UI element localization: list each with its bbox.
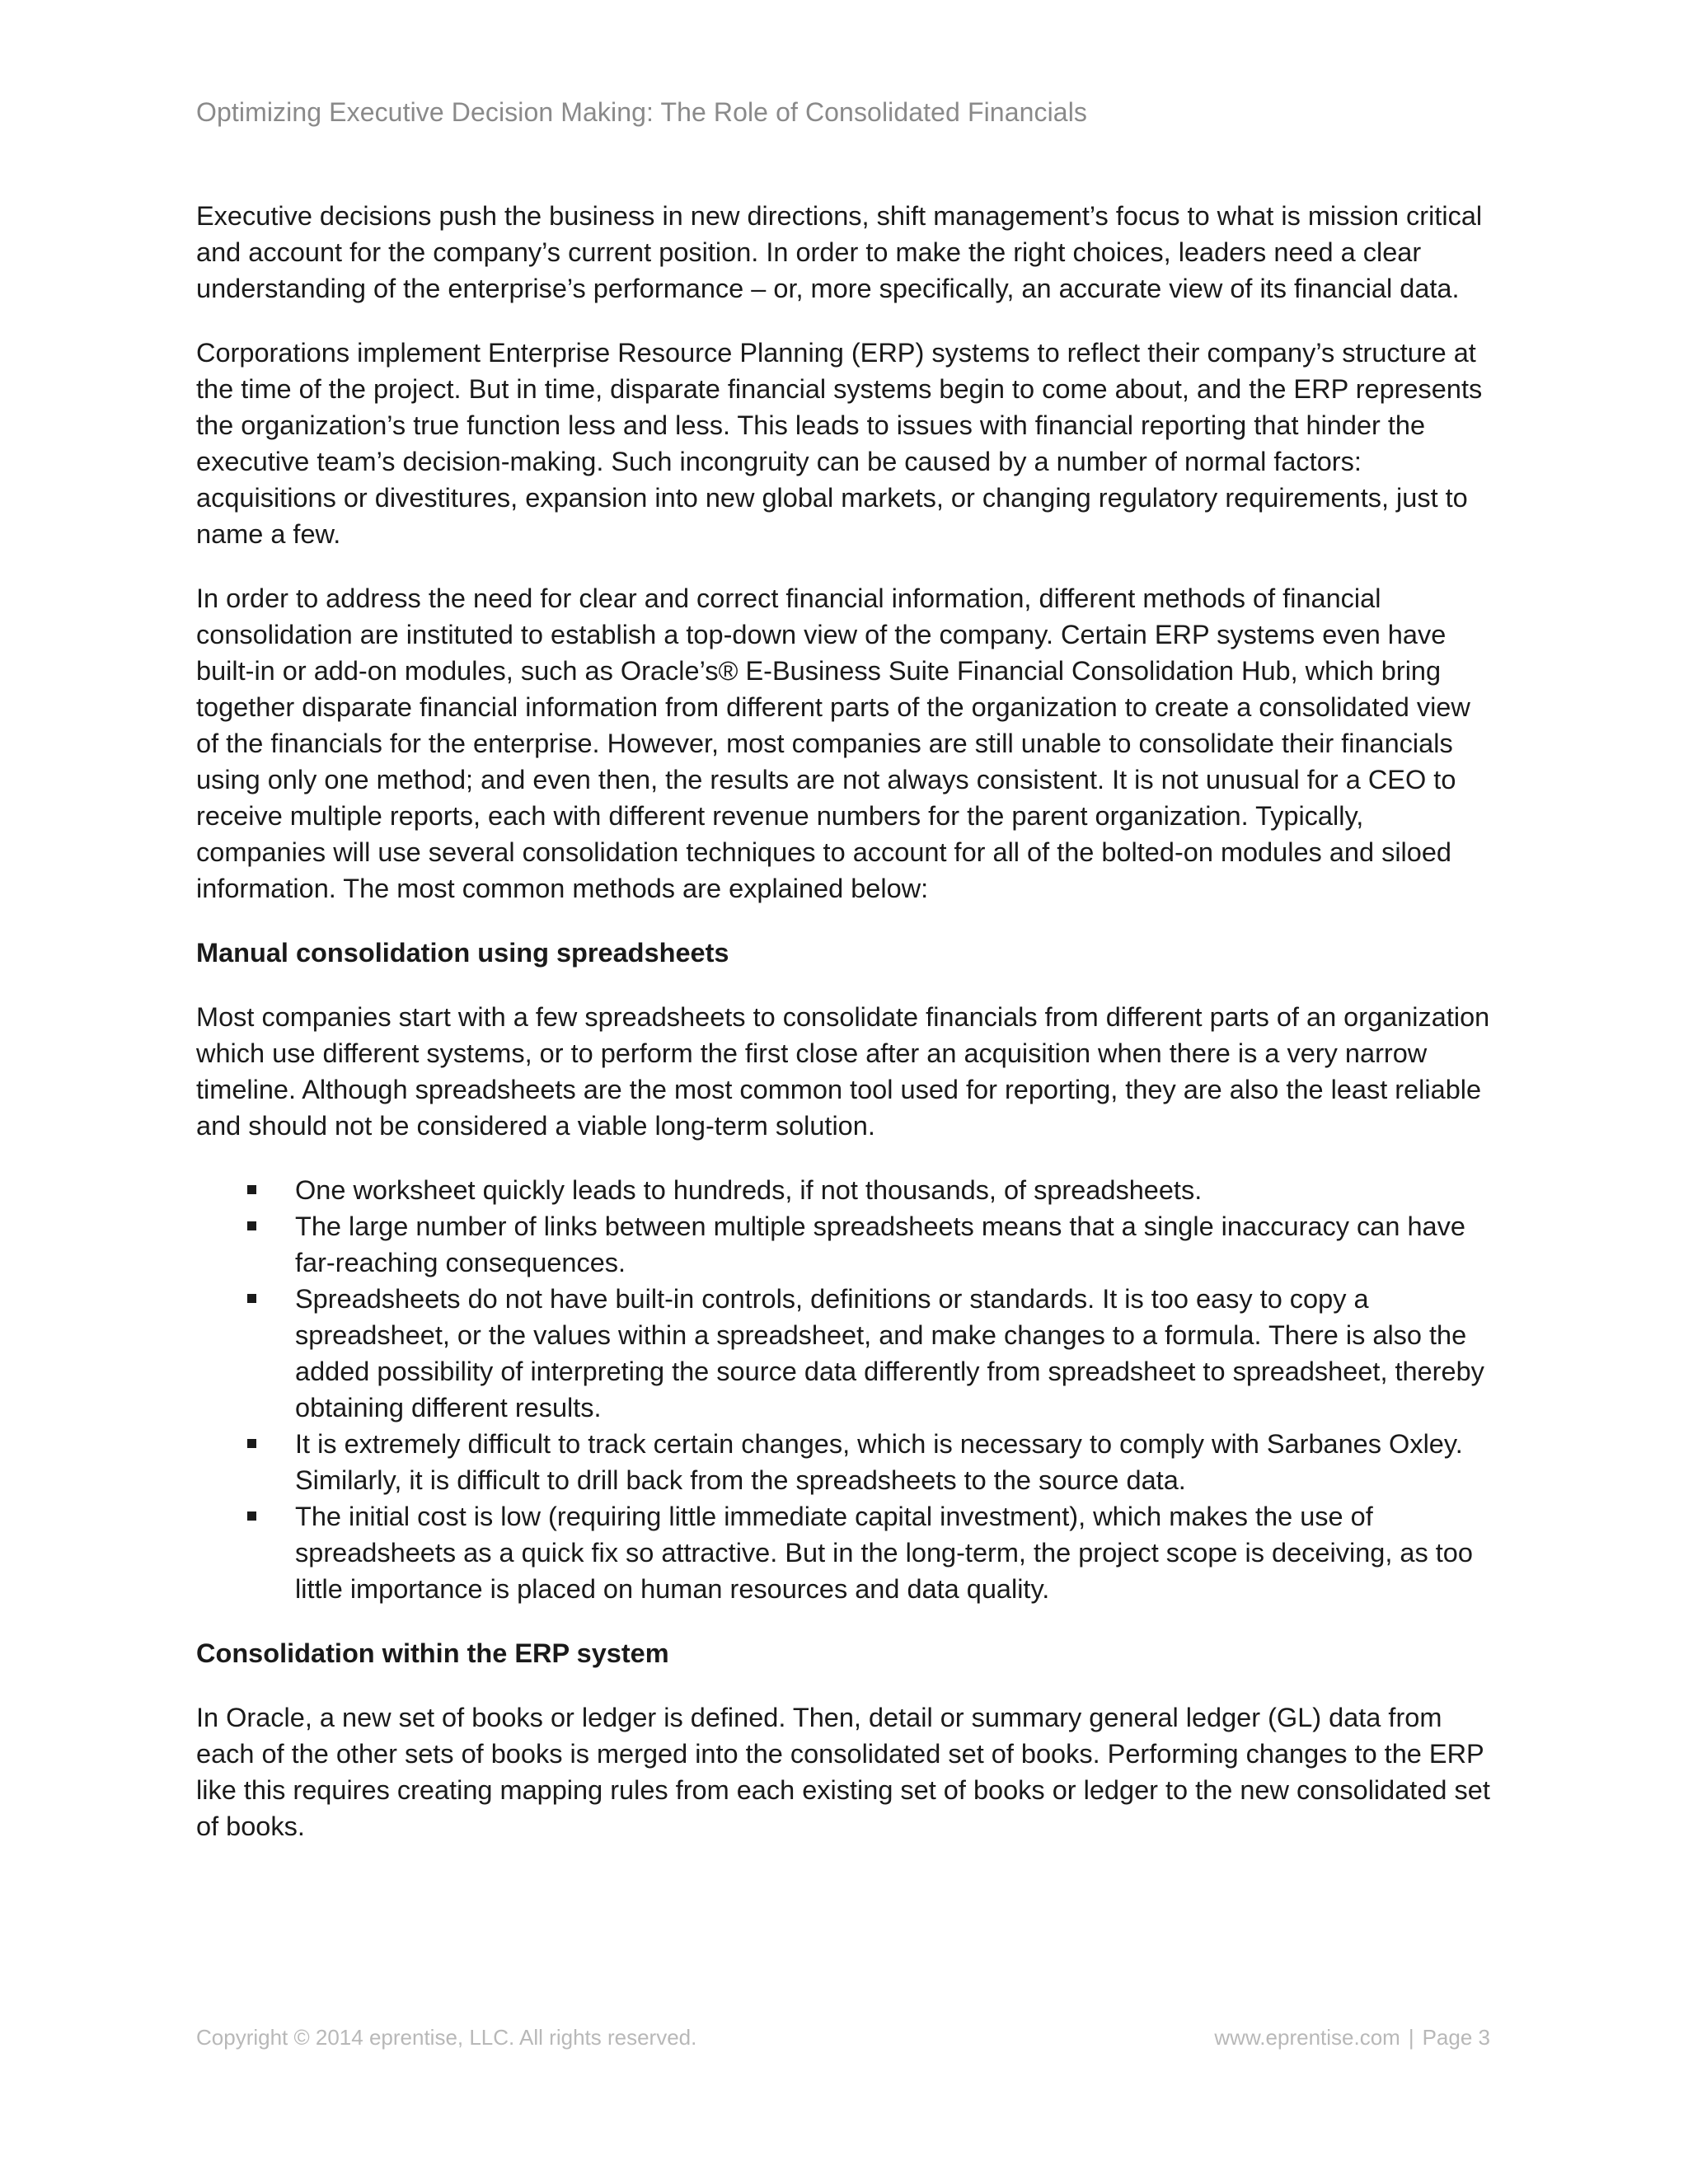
square-bullet-icon	[247, 1185, 256, 1194]
list-item	[196, 1426, 1490, 1498]
paragraph-intro: Executive decisions push the business in new directions, shift management’s focus to what is mission critical and account for the company’s current position. In order to make the right choices, leaders need a clear understanding of the enterprise’s performance – or, more specifically, an accurate view of its financial data.	[196, 201, 1483, 303]
footer-website-link[interactable]: www.eprentise.com	[1214, 2025, 1400, 2050]
list-item-text: Spreadsheets do not have built-in controls, definitions or standards. It is too easy to copy a spreadsheet, or the values within a spreadsheet, and make changes to a formula. There is also the added possibility of interpreting the source data differently from spreadsheet to spreadsheet, thereby obtaining different results.	[295, 1284, 1484, 1422]
footer-separator: |	[1408, 2025, 1414, 2050]
square-bullet-icon	[247, 1511, 256, 1521]
list-item-text: The large number of links between multiple spreadsheets means that a single inaccuracy can have far-reaching consequences.	[295, 1212, 1465, 1277]
list-item	[196, 1498, 1490, 1607]
footer-right	[1214, 2025, 1490, 2050]
list-item	[196, 1172, 1490, 1208]
square-bullet-icon	[247, 1439, 256, 1448]
bullet-list-spreadsheets	[196, 1172, 1490, 1607]
list-item	[196, 1281, 1490, 1426]
page-number: Page 3	[1422, 2025, 1490, 2050]
paragraph-consolidation-methods: In order to address the need for clear and correct financial information, different methods of financial consolidation are instituted to establish a top-down view of the company. Certain ERP systems even have built-in or add-on modules, such as Oracle’s® E-Business Suite Financial Consolidation Hub, which bring together disparate financial information from different parts of the organization to create a consolidated view of the financials for the enterprise. However, most companies are still unable to consolidate their financials using only one method; and even then, the results are not always consistent. It is not unusual for a CEO to receive multiple reports, each with different revenue numbers for the parent organization. Typically, companies will use several consolidation techniques to account for all of the bolted-on modules and siloed information. The most common methods are explained below:	[196, 583, 1470, 903]
square-bullet-icon	[247, 1221, 256, 1230]
section-heading-erp-consolidation: Consolidation within the ERP system	[196, 1638, 669, 1668]
list-item-text: The initial cost is low (requiring little immediate capital investment), which makes the use of spreadsheets as a quick fix so attractive. But in the long-term, the project scope is deceiving, as too little importance is placed on human resources and data quality.	[295, 1502, 1473, 1604]
list-item-text: It is extremely difficult to track certain changes, which is necessary to comply with Sarbanes Oxley. Similarly, it is difficult to drill back from the spreadsheets to the source data.	[295, 1429, 1463, 1495]
running-header: Optimizing Executive Decision Making: The Role of Consolidated Financials	[196, 97, 1088, 127]
paragraph-erp-consolidation: In Oracle, a new set of books or ledger is defined. Then, detail or summary general ledger (GL) data from each of the other sets of books is merged into the consolidated set of books. Performing changes to the ERP like this requires creating mapping rules from each existing set of books or ledger to the new consolidated set of books.	[196, 1703, 1490, 1841]
document-body	[196, 198, 1490, 1872]
section-heading-spreadsheets: Manual consolidation using spreadsheets	[196, 938, 729, 968]
square-bullet-icon	[247, 1294, 256, 1303]
list-item-text: One worksheet quickly leads to hundreds, if not thousands, of spreadsheets.	[295, 1175, 1203, 1205]
footer-copyright: Copyright © 2014 eprentise, LLC. All rights reserved.	[196, 2025, 697, 2050]
paragraph-erp: Corporations implement Enterprise Resource Planning (ERP) systems to reflect their company’s structure at the time of the project. But in time, disparate financial systems begin to come about, and the ERP represents the organization’s true function less and less. This leads to issues with financial reporting that hinder the executive team’s decision-making. Such incongruity can be caused by a number of normal factors: acquisitions or divestitures, expansion into new global markets, or changing regulatory requirements, just to name a few.	[196, 338, 1483, 549]
paragraph-spreadsheets-intro: Most companies start with a few spreadsheets to consolidate financials from different parts of an organization which use different systems, or to perform the first close after an acquisition when there is a very narrow timeline. Although spreadsheets are the most common tool used for reporting, they are also the least reliable and should not be considered a viable long-term solution.	[196, 1002, 1490, 1141]
list-item	[196, 1208, 1490, 1281]
